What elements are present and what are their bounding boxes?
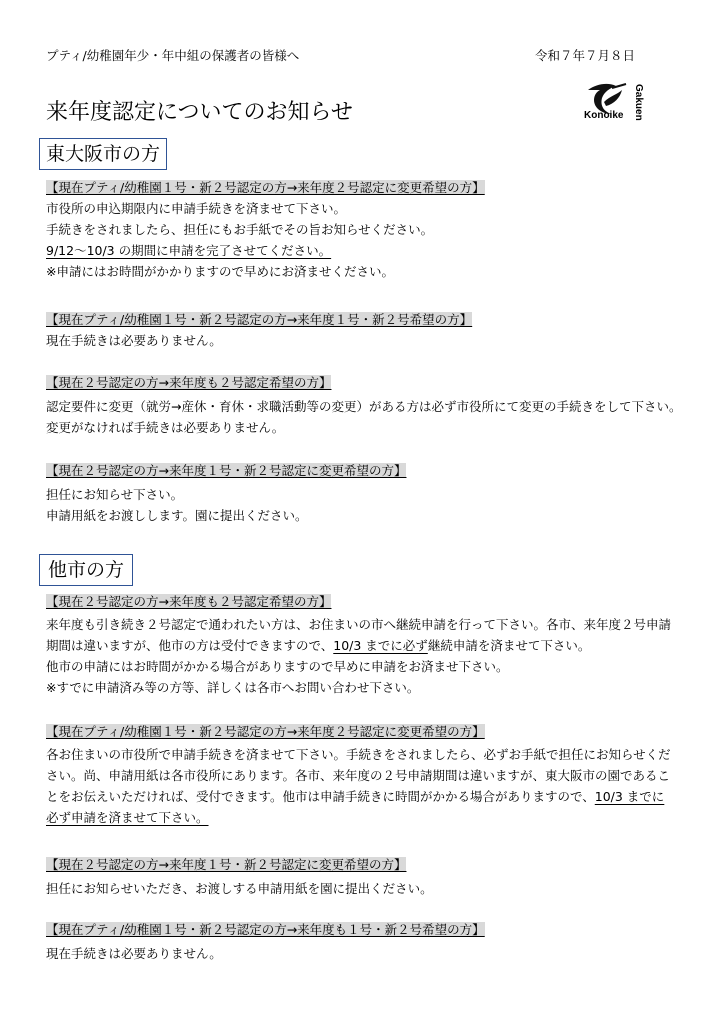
section1-block3-body: 認定要件に変更（就労→産休・育休・求職活動等の変更）がある方は必ず市役所にて変更の手続きをして下さい。 変更がなければ手続きは必要ありません。: [46, 399, 682, 435]
recipient-line: プティ/幼稚園年少・年中組の保護者の皆様へ: [46, 48, 300, 63]
section2-block3-heading: 【現在２号認定の方→来年度１号・新２号認定に変更希望の方】: [46, 857, 407, 872]
section2-block3-body: 担任にお知らせいただき、お渡しする申請用紙を園に提出ください。: [46, 881, 433, 896]
section2-block4-heading: 【現在プティ/幼稚園１号・新２号認定の方→来年度も１号・新２号希望の方】: [46, 922, 485, 937]
section2-block2-body: 各お住まいの市役所で申請手続きを済ませて下さい。手続きをされましたら、必ずお手紙で担任にお知らせくだ さい。尚、申請用紙は各市役所にあります。各市、来年度の２号申請期間は違いますが、東大阪市の園であるこ とをお伝えいただければ、受付できます。他市は申請手続きに時間がかかる場合がありますので、10/3 までに 必ず申請を済ませて下さい。: [46, 747, 671, 825]
section1-block1-heading: 【現在プティ/幼稚園１号・新２号認定の方→来年度２号認定に変更希望の方】: [46, 180, 485, 195]
section2-block4-body: 現在手続きは必要ありません。: [46, 946, 222, 961]
document-date: 令和７年７月８日: [535, 48, 636, 63]
logo-word-gakuen: Gakuen: [633, 84, 644, 121]
section1-block3-heading: 【現在２号認定の方→来年度も２号認定希望の方】: [46, 375, 332, 390]
section1-block2-body: 現在手続きは必要ありません。: [46, 333, 222, 348]
section2-block1-body: 来年度も引き続き２号認定で通われたい方は、お住まいの市へ継続申請を行って下さい。各市、来年度２号申請 期間は違いますが、他市の方は受付できますので、10/3 までに必ず継続申請を済ませて下さい。 他市の申請にはお時間がかかる場合がありますので早めに申請をお済ませ下さい。 ※すでに申請済み等の方等、詳しくは各市へお問い合わせ下さい。: [46, 617, 672, 695]
section2-block1-heading: 【現在２号認定の方→来年度も２号認定希望の方】: [46, 594, 332, 609]
section1-block4-heading: 【現在２号認定の方→来年度１号・新２号認定に変更希望の方】: [46, 463, 407, 478]
section-label-higashiosaka: 東大阪市の方: [39, 138, 167, 170]
page-title: 来年度認定についてのお知らせ: [46, 100, 353, 125]
section1-block1-body: 市役所の申込期限内に申請手続きを済ませて下さい。 手続きをされましたら、担任にもお手紙でその旨お知らせください。 9/12～10/3 の期間に申請を完了させてください。 ※申請にはお時間がかかりますので早めにお済ませください。: [46, 201, 434, 279]
section1-block2-heading: 【現在プティ/幼稚園１号・新２号認定の方→来年度１号・新２号希望の方】: [46, 312, 473, 327]
section-label-other-cities: 他市の方: [39, 554, 133, 586]
section1-block4-body: 担任にお知らせ下さい。 申請用紙をお渡しします。園に提出ください。: [46, 487, 308, 523]
logo-word-konoike: Konoike: [584, 110, 624, 121]
section2-block2-heading: 【現在プティ/幼稚園１号・新２号認定の方→来年度２号認定に変更希望の方】: [46, 724, 485, 739]
school-logo: [582, 76, 662, 126]
